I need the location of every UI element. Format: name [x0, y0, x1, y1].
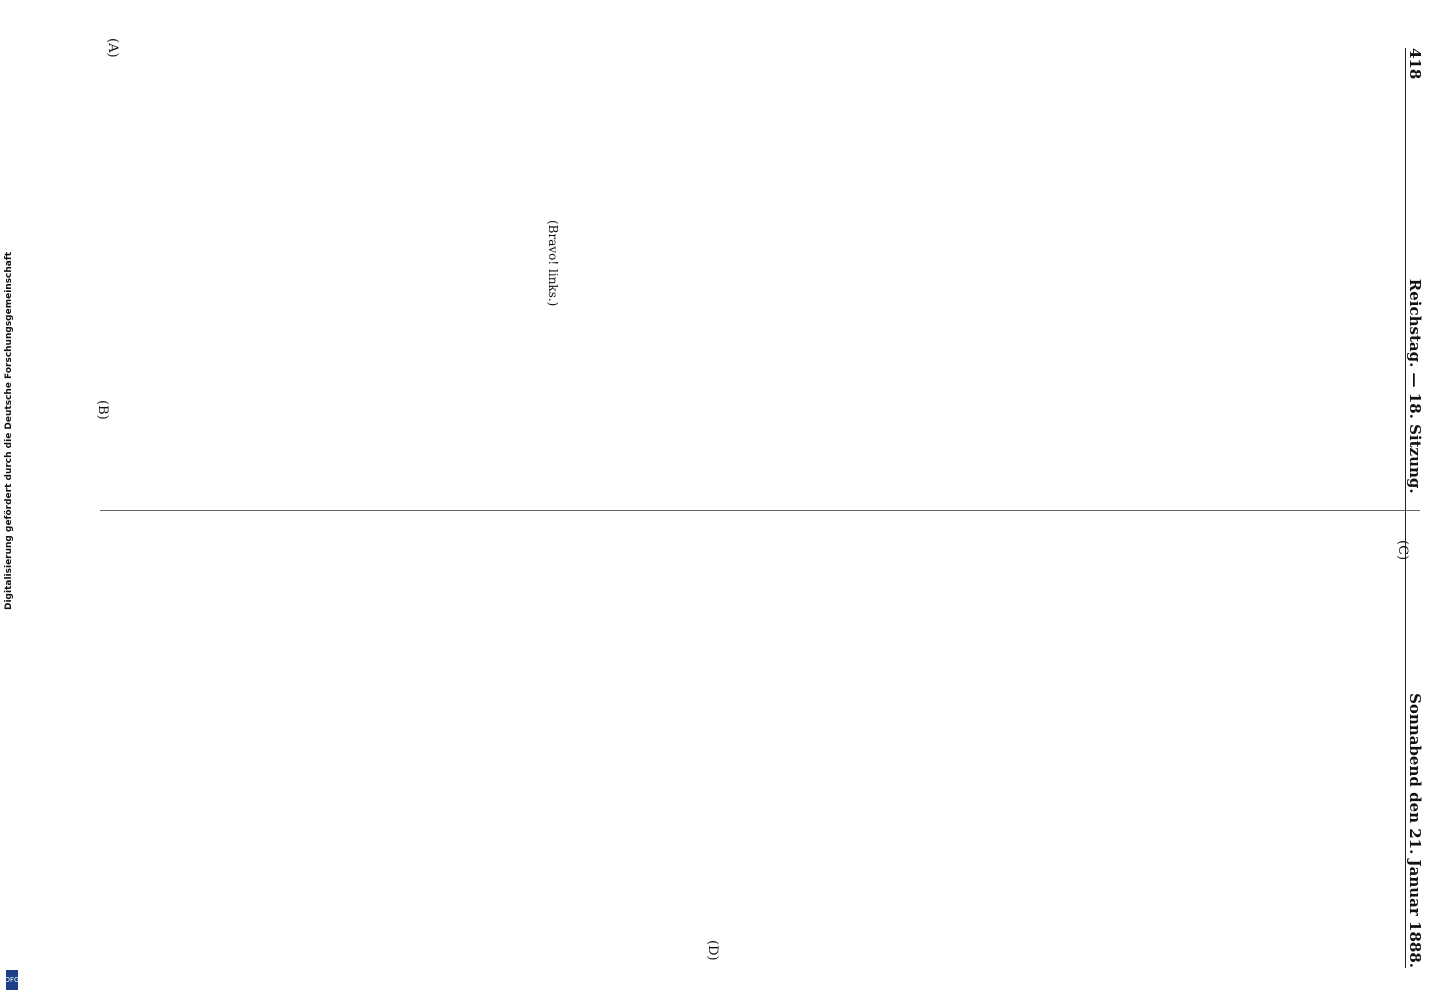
column-right	[945, 520, 1405, 980]
margin-letter-d: (D)	[705, 940, 720, 961]
running-header	[1405, 48, 1428, 968]
margin-letter-a: (A)	[105, 38, 120, 58]
interjection: (Bravo! links.)	[546, 220, 560, 307]
header-session: Reichstag. — 18. Sitzung.	[1406, 278, 1424, 494]
column-left	[945, 40, 1405, 500]
footer-strip	[2, 0, 22, 1000]
margin-letter-b: (B)	[95, 400, 110, 420]
column-divider	[100, 510, 1420, 511]
dfg-logo: DFG	[6, 970, 18, 990]
margin-letter-c: (C)	[1395, 540, 1410, 561]
digitization-credit: Digitalisierung gefördert durch die Deutsche Forschungsgemeinschaft	[4, 251, 14, 610]
page-number: 418	[1406, 48, 1424, 80]
header-date: Sonnabend den 21. Januar 1888.	[1406, 693, 1424, 968]
